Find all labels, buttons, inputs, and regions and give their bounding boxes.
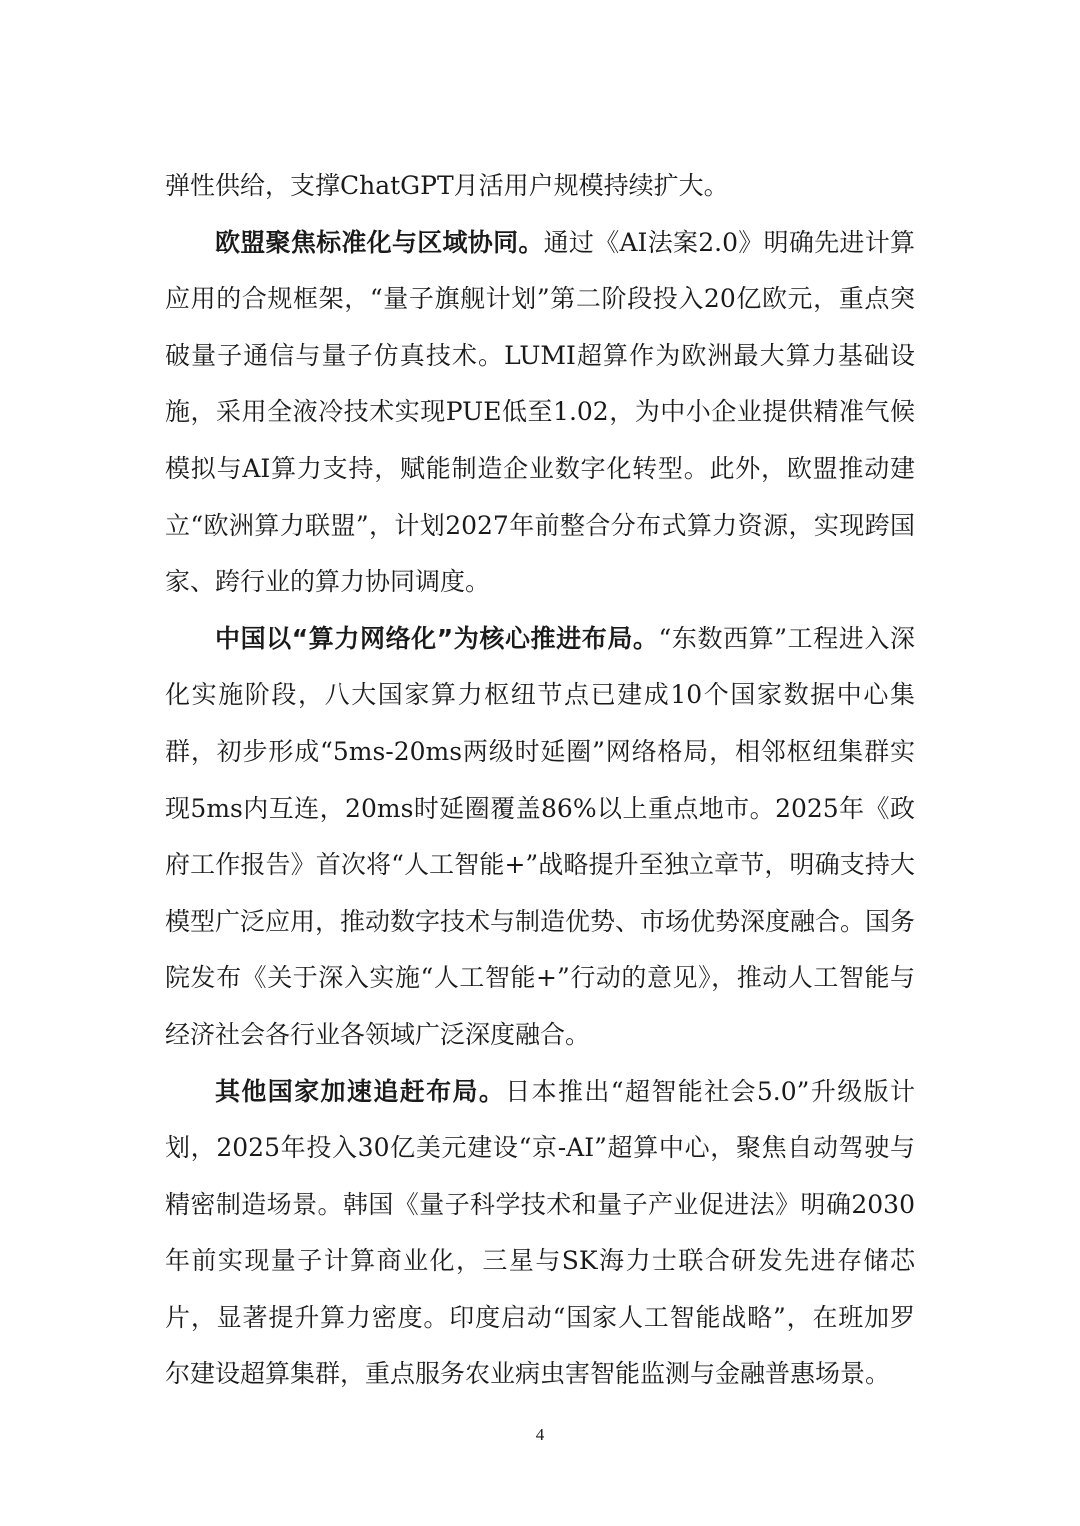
- paragraph-continuation: [165, 158, 915, 215]
- paragraph-text: 弹性供给，支撑ChatGPT月活用户规模持续扩大。: [165, 171, 729, 200]
- paragraph-heading-eu: 欧盟聚焦标准化与区域协同。: [215, 227, 544, 257]
- paragraph-text-eu: 通过《AI法案2.0》明确先进计算应用的合规框架，“量子旗舰计划”第二阶段投入20亿欧元，重点突破量子通信与量子仿真技术。LUMI超算作为欧洲最大算力基础设施，采用全液冷技术实现PUE低至1.02，为中小企业提供精准气候模拟与AI算力支持，赋能制造企业数字化转型。此外，欧盟推动建立“欧洲算力联盟”，计划2027年前整合分布式算力资源，实现跨国家、跨行业的算力协同调度。: [165, 227, 915, 597]
- paragraph-china: [165, 611, 915, 1064]
- paragraph-text-other-countries: 日本推出“超智能社会5.0”升级版计划，2025年投入30亿美元建设“京-AI”超算中心，聚焦自动驾驶与精密制造场景。韩国《量子科学技术和量子产业促进法》明确2030年前实现量子计算商业化，三星与SK海力士联合研发先进存储芯片，显著提升算力密度。印度启动“国家人工智能战略”，在班加罗尔建设超算集群，重点服务农业病虫害智能监测与金融普惠场景。: [165, 1076, 915, 1389]
- document-body: [165, 158, 915, 1403]
- paragraph-other-countries: [165, 1064, 915, 1404]
- paragraph-heading-other-countries: 其他国家加速追赶布局。: [215, 1076, 506, 1106]
- paragraph-text-china: “东数西算”工程进入深化实施阶段，八大国家算力枢纽节点已建成10个国家数据中心集群，初步形成“5ms-20ms两级时延圈”网络格局，相邻枢纽集群实现5ms内互连，20ms时延圈覆盖86%以上重点地市。2025年《政府工作报告》首次将“人工智能+”战略提升至独立章节，明确支持大模型广泛应用，推动数字技术与制造优势、市场优势深度融合。国务院发布《关于深入实施“人工智能+”行动的意见》，推动人工智能与经济社会各行业各领域广泛深度融合。: [165, 623, 916, 1049]
- paragraph-eu: [165, 215, 915, 611]
- page-number: 4: [535, 1425, 545, 1444]
- paragraph-heading-china: 中国以“算力网络化”为核心推进布局。: [215, 623, 659, 653]
